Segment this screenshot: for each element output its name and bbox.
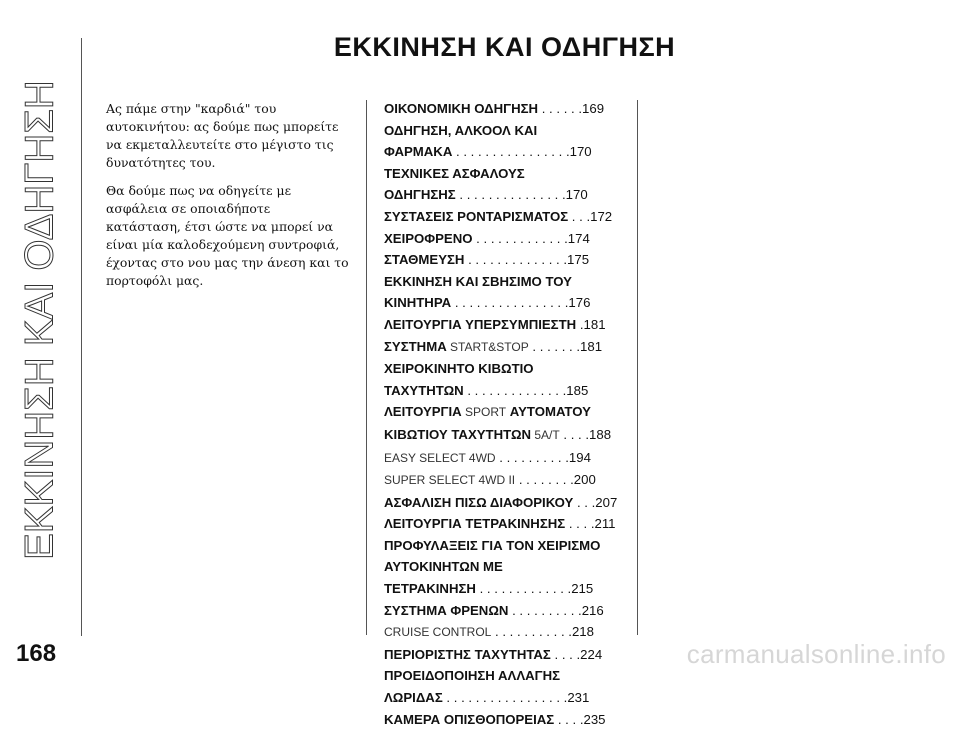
- toc-title-bold: ΧΕΙΡΟΚΙΝΗΤΟ ΚΙΒΩΤΙΟ: [384, 361, 534, 377]
- toc-title: [384, 495, 573, 510]
- toc-entry[interactable]: [384, 513, 630, 535]
- toc-title-bold: ΠΡΟΦΥΛΑΞΕΙΣ ΓΙΑ ΤΟΝ ΧΕΙΡΙΣΜΟ: [384, 537, 601, 553]
- toc-entry[interactable]: [384, 535, 630, 600]
- toc-page-number: .218: [568, 624, 594, 640]
- toc-entry[interactable]: [384, 709, 630, 730]
- toc-page-number: .175: [563, 252, 590, 268]
- toc-title: [384, 581, 476, 596]
- toc-line: [384, 314, 630, 336]
- toc-line: [384, 358, 630, 380]
- toc-leader-dots: . . . . . . . . .: [508, 602, 579, 618]
- toc-title-bold: ΚΙΒΩΤΙΟΥ ΤΑΧΥΤΗΤΩΝ: [384, 426, 532, 442]
- intro-text: [106, 100, 360, 300]
- column-divider-left: [366, 100, 367, 635]
- toc-title-bold: ΑΥΤΟΚΙΝΗΤΩΝ ΜΕ: [384, 559, 503, 575]
- page-number: 168: [16, 640, 57, 667]
- intro-paragraph-2: Θα δούμε πως να οδηγείτε με ασφάλεια σε οποιαδήποτε κατάσταση, έτσι ώστε να μπορεί να είναι μία καλοδεχούμενη συντροφιά, έχοντας στο νου μας την άνεση και το πορτοφόλι μας.: [106, 183, 349, 288]
- toc-title: [384, 144, 452, 159]
- toc-page-number: .170: [565, 144, 592, 160]
- table-of-contents: [384, 98, 630, 730]
- toc-leader-dots: . . .: [559, 426, 586, 442]
- toc-title: [384, 295, 451, 310]
- toc-title: [384, 317, 576, 332]
- toc-leader-dots: . . . . . . . . . . . .: [472, 230, 565, 246]
- toc-leader-dots: . . .: [550, 646, 577, 662]
- toc-title-bold: ΟΔΗΓΗΣΗ, ΑΛΚΟΟΛ ΚΑΙ: [384, 122, 538, 138]
- toc-title-light: START&STOP: [446, 339, 529, 354]
- toc-leader-dots: . . . . . . . . .: [495, 449, 566, 465]
- toc-entry[interactable]: [384, 271, 630, 314]
- toc-line: [384, 621, 630, 644]
- toc-title-bold: ΛΩΡΙΔΑΣ: [384, 690, 443, 706]
- toc-page-number: .211: [590, 516, 616, 532]
- toc-line: [384, 249, 630, 271]
- toc-title-bold: ΣΥΣΤΑΣΕΙΣ ΡΟΝΤΑΡΙΣΜΑΤΟΣ: [384, 208, 569, 224]
- toc-title: [384, 166, 525, 181]
- toc-page-number: .231: [563, 690, 590, 706]
- toc-line: [384, 336, 630, 359]
- toc-line: [384, 469, 630, 492]
- toc-page-number: .224: [576, 646, 603, 662]
- toc-page-number: .169: [578, 101, 605, 116]
- toc-title-bold: ΚΑΜΕΡΑ ΟΠΙΣΘΟΠΟΡΕΙΑΣ: [384, 711, 555, 727]
- toc-entry[interactable]: [384, 249, 630, 271]
- toc-page-number: .216: [578, 602, 604, 618]
- column-divider-right: [637, 100, 638, 635]
- toc-title: [384, 231, 473, 246]
- toc-title-light: CRUISE CONTROL: [384, 625, 492, 640]
- toc-line: [384, 600, 630, 622]
- toc-title: [384, 404, 591, 419]
- toc-line: [384, 380, 630, 402]
- toc-title: [384, 187, 456, 202]
- toc-line: [384, 184, 630, 206]
- toc-title-bold: ΟΙΚΟΝΟΜΙΚΗ ΟΔΗΓΗΣΗ: [384, 101, 539, 116]
- intro-paragraph-1: Ας πάμε στην "καρδιά" του αυτοκινήτου: ας δούμε πως μπορείτε να εκμεταλλευτείτε στο μέγιστο τις δυνατότητες του.: [106, 101, 339, 170]
- toc-title: [384, 647, 551, 662]
- toc-leader-dots: . . . . . . . . . .: [491, 624, 569, 640]
- toc-title-bold: ΑΣΦΑΛΙΣΗ ΠΙΣΩ ΔΙΑΦΟΡΙΚΟΥ: [384, 494, 574, 510]
- toc-title-light: 5A/T: [531, 427, 560, 442]
- toc-line: [384, 447, 630, 470]
- toc-title-bold: ΛΕΙΤΟΥΡΓΙΑ: [384, 404, 462, 420]
- toc-line: [384, 271, 630, 293]
- toc-title-bold: ΣΤΑΘΜΕΥΣΗ: [384, 252, 465, 268]
- toc-page-number: .176: [564, 295, 591, 311]
- toc-title: [384, 516, 565, 531]
- toc-entry[interactable]: [384, 600, 630, 622]
- toc-line: [384, 292, 630, 314]
- toc-title-light: EASY SELECT 4WD: [384, 450, 496, 465]
- toc-page-number: .235: [579, 711, 606, 727]
- side-section-title: ΕΚΚΙΝΗΣΗ ΚΑΙ ΟΔΗΓΗΣΗ: [17, 80, 62, 560]
- toc-line: [384, 578, 630, 600]
- toc-title-bold: ΛΕΙΤΟΥΡΓΙΑ ΥΠΕΡΣΥΜΠΙΕΣΤΗ: [384, 316, 577, 332]
- toc-entry[interactable]: [384, 644, 630, 666]
- toc-line: [384, 424, 630, 447]
- toc-title-bold: ΦΑΡΜΑΚΑ: [384, 144, 453, 160]
- toc-title: [384, 101, 538, 116]
- toc-entry[interactable]: [384, 98, 630, 120]
- toc-entry[interactable]: [384, 163, 630, 206]
- toc-title: [384, 123, 537, 138]
- toc-title-bold: ΧΕΙΡΟΦΡΕΝΟ: [384, 230, 473, 246]
- toc-title: [384, 209, 568, 224]
- toc-title-bold: ΠΕΡΙΟΡΙΣΤΗΣ ΤΑΧΥΤΗΤΑΣ: [384, 646, 551, 662]
- toc-title-bold: ΣΥΣΤΗΜΑ: [384, 338, 447, 354]
- toc-leader-dots: . .: [573, 494, 592, 510]
- toc-line: [384, 709, 630, 730]
- toc-page-number: .215: [567, 581, 594, 597]
- toc-entry[interactable]: [384, 358, 630, 401]
- toc-line: [384, 120, 630, 142]
- toc-leader-dots: . .: [568, 208, 587, 224]
- toc-line: [384, 98, 630, 120]
- toc-line: [384, 163, 630, 185]
- toc-leader-dots: . . . . . . . . . . . . . . .: [451, 295, 565, 311]
- toc-line: [384, 513, 630, 535]
- toc-page-number: .207: [591, 494, 618, 510]
- toc-line: [384, 401, 630, 424]
- toc-title: [384, 712, 554, 727]
- toc-title: [384, 668, 560, 683]
- toc-leader-dots: . . . . . .: [528, 338, 577, 354]
- toc-title: [384, 472, 515, 487]
- toc-line: [384, 665, 630, 687]
- toc-title-light: SPORT: [461, 405, 507, 420]
- toc-entry[interactable]: [384, 401, 630, 446]
- toc-leader-dots: . . .: [554, 711, 580, 727]
- toc-title-bold: ΛΕΙΤΟΥΡΓΙΑ ΤΕΤΡΑΚΙΝΗΣΗΣ: [384, 516, 566, 532]
- toc-title: [384, 252, 464, 267]
- toc-line: [384, 228, 630, 250]
- toc-leader-dots: . . . . . . .: [515, 472, 571, 488]
- toc-entry[interactable]: [384, 206, 630, 228]
- toc-page-number: .172: [586, 208, 613, 224]
- toc-line: [384, 644, 630, 666]
- toc-entry[interactable]: [384, 621, 630, 644]
- left-margin-rule: [81, 38, 82, 636]
- toc-leader-dots: . . .: [565, 516, 591, 532]
- toc-title: [384, 559, 503, 574]
- toc-page-number: .188: [585, 426, 612, 442]
- toc-page-number: .181: [576, 338, 603, 354]
- toc-leader-dots: . . . . .: [538, 101, 579, 116]
- toc-entry[interactable]: [384, 120, 630, 163]
- toc-page-number: .174: [564, 230, 590, 246]
- toc-leader-dots: . . . . . . . . . . . .: [475, 581, 568, 597]
- watermark: carmanualsonline.info: [686, 639, 946, 669]
- toc-title-bold: ΤΑΧΥΤΗΤΩΝ: [384, 382, 464, 398]
- toc-entry[interactable]: [384, 469, 630, 492]
- toc-title: [384, 339, 529, 354]
- toc-leader-dots: . . . . . . . . . . . . .: [464, 252, 564, 268]
- toc-title: [384, 383, 464, 398]
- toc-page-number: .181: [579, 316, 606, 332]
- toc-entry[interactable]: [384, 447, 630, 470]
- toc-title: [384, 274, 572, 289]
- toc-title: [384, 690, 443, 705]
- toc-title: [384, 450, 496, 465]
- toc-title-bold-2: ΑΥΤΟΜΑΤΟΥ: [506, 404, 591, 420]
- toc-title: [384, 538, 600, 553]
- toc-leader-dots: . . . . . . . . . . . . . . .: [452, 144, 566, 160]
- toc-page-number: .200: [570, 472, 596, 488]
- toc-entry[interactable]: [384, 314, 630, 336]
- toc-entry[interactable]: [384, 228, 630, 250]
- toc-page-number: .170: [561, 187, 588, 203]
- toc-line: [384, 535, 630, 557]
- toc-title-bold: ΤΕΧΝΙΚΕΣ ΑΣΦΑΛΟΥΣ: [384, 165, 525, 181]
- toc-line: [384, 492, 630, 514]
- toc-title-light: SUPER SELECT 4WD II: [384, 473, 516, 488]
- toc-entry[interactable]: [384, 336, 630, 359]
- toc-entry[interactable]: [384, 665, 630, 708]
- toc-line: [384, 687, 630, 709]
- toc-line: [384, 141, 630, 163]
- toc-title-bold: ΣΥΣΤΗΜΑ ΦΡΕΝΩΝ: [384, 602, 509, 618]
- toc-title-bold: ΕΚΚΙΝΗΣΗ ΚΑΙ ΣΒΗΣΙΜΟ ΤΟΥ: [384, 273, 572, 289]
- toc-title-bold: ΤΕΤΡΑΚΙΝΗΣΗ: [384, 581, 476, 597]
- toc-page-number: .194: [565, 449, 591, 465]
- page-title: ΕΚΚΙΝΗΣΗ ΚΑΙ ΟΔΗΓΗΣΗ: [333, 32, 676, 62]
- toc-leader-dots: . . . . . . . . . . . . .: [463, 382, 563, 398]
- toc-leader-dots: . . . . . . . . . . . . . .: [455, 187, 562, 203]
- toc-title: [384, 624, 491, 639]
- toc-page-number: .185: [562, 382, 589, 398]
- toc-title-bold: ΚΙΝΗΤΗΡΑ: [384, 295, 452, 311]
- toc-line: [384, 206, 630, 228]
- toc-leader-dots: . . . . . . . . . . . . . . . .: [442, 690, 564, 706]
- toc-line: [384, 556, 630, 578]
- toc-title: [384, 427, 560, 442]
- toc-title-bold: ΠΡΟΕΙΔΟΠΟΙΗΣΗ ΑΛΛΑΓΗΣ: [384, 668, 561, 684]
- toc-title: [384, 361, 534, 376]
- toc-title: [384, 603, 508, 618]
- toc-entry[interactable]: [384, 492, 630, 514]
- toc-title-bold: ΟΔΗΓΗΣΗΣ: [384, 187, 456, 203]
